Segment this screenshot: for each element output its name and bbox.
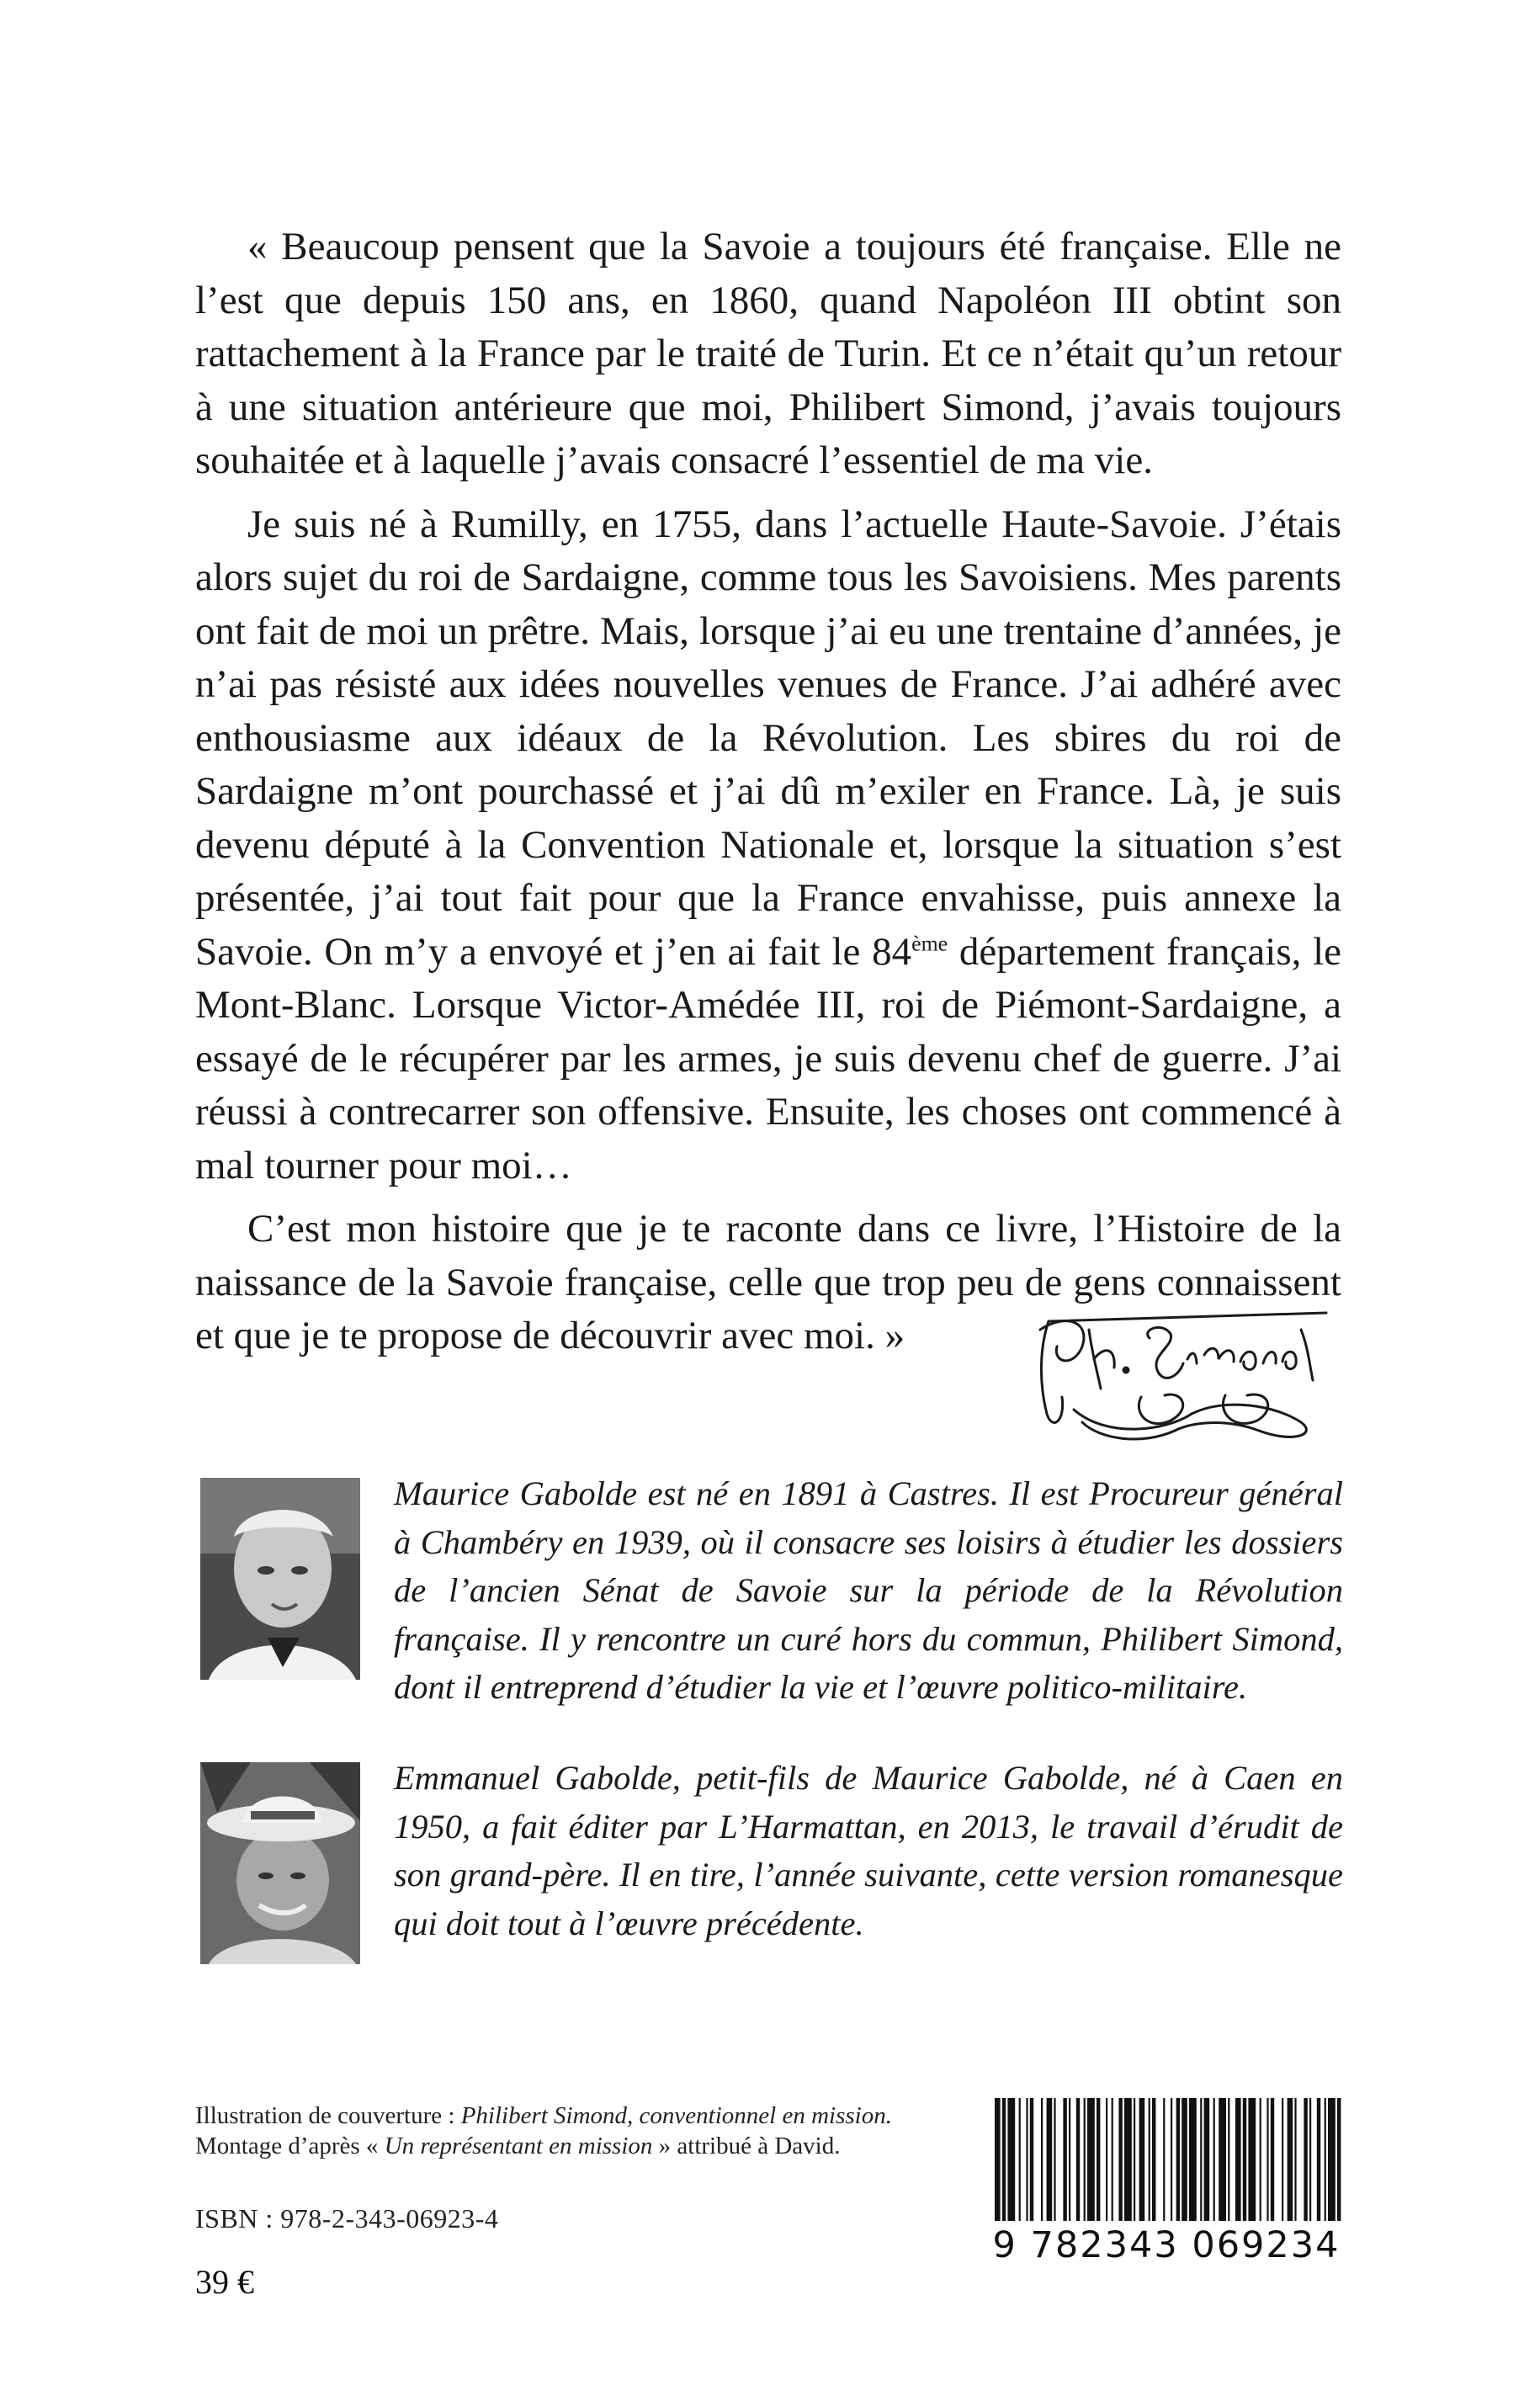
- barcode-bar: [1139, 2098, 1145, 2221]
- barcode-bar: [1182, 2098, 1187, 2221]
- barcode-bar: [1030, 2098, 1033, 2221]
- barcode-bar: [1106, 2098, 1107, 2221]
- barcode-bar: [1243, 2098, 1246, 2221]
- barcode-bar: [1041, 2098, 1043, 2221]
- barcode-bar: [1267, 2098, 1268, 2221]
- credits-label: Illustration de couverture :: [195, 2102, 461, 2129]
- barcode-bar: [1134, 2098, 1135, 2221]
- credits-prefix: Montage d’après «: [195, 2133, 385, 2159]
- back-cover-blurb: [195, 220, 1341, 1373]
- barcode-bar: [1325, 2098, 1326, 2221]
- barcode-bar: [1152, 2098, 1155, 2221]
- barcode-bar: [1069, 2098, 1070, 2221]
- isbn-number: ISBN : 978-2-343-06923-4: [195, 2203, 499, 2234]
- barcode-bar: [1317, 2098, 1320, 2221]
- barcode-bar: [1063, 2098, 1066, 2221]
- blurb-paragraph-2: [195, 498, 1341, 1193]
- barcode-bar: [1026, 2098, 1028, 2221]
- author-photo-maurice: [200, 1478, 360, 1680]
- barcode-bar: [1076, 2098, 1080, 2221]
- credits-suffix: » attribué à David.: [652, 2133, 841, 2159]
- barcode-digits: 9 782343 069234: [992, 2224, 1341, 2266]
- signature-image: [1023, 1296, 1343, 1447]
- author-bio-maurice: Maurice Gabolde est né en 1891 à Castres. Il est Procureur général à Chambéry en 1939, où il consacre ses loisirs à étudier les dossiers de l’ancien Sénat de Savoie sur la période de la Révolution française. Il y rencontre un curé hors du commun, Philibert Simond, dont il entreprend d’étudier la vie et l’œuvre politico-militaire.: [394, 1474, 1343, 1706]
- credits-illustration-title: Philibert Simond, conventionnel en mission.: [460, 2102, 892, 2129]
- barcode-bar: [1200, 2098, 1202, 2221]
- author-photo-emmanuel: [200, 1762, 360, 1964]
- barcode-bar: [1054, 2098, 1055, 2221]
- barcode-bar: [1228, 2098, 1229, 2221]
- credits-line-2: [195, 2131, 986, 2161]
- barcode-bar: [1163, 2098, 1165, 2221]
- ordinal-superscript: ème: [911, 930, 948, 955]
- barcode-bar: [1271, 2098, 1274, 2221]
- barcode-bar: [1084, 2098, 1086, 2221]
- barcode: [991, 2098, 1341, 2283]
- barcode-bar: [1149, 2098, 1150, 2221]
- barcode-bar: [1260, 2098, 1261, 2221]
- barcode-bar: [1288, 2098, 1293, 2221]
- barcode-bar: [1118, 2098, 1122, 2221]
- barcode-bar: [1112, 2098, 1113, 2221]
- barcode-bar: [1189, 2098, 1197, 2221]
- barcode-bar: [1007, 2098, 1015, 2221]
- author-section-emmanuel: [195, 1754, 1341, 1964]
- blurb-paragraph-2-part-b: département français, le Mont-Blanc. Lorsque Victor-Amédée III, roi de Piémont-Sardaigne, a essayé de le récupérer par les armes, je suis devenu chef de guerre. J’ai réussi à contrecarrer son offensive. Ensuite, les choses ont commencé à mal tourner pour moi…: [195, 929, 1342, 1187]
- barcode-bar: [1309, 2098, 1311, 2221]
- barcode-bar: [1219, 2098, 1226, 2221]
- author-section-maurice: [195, 1469, 1343, 1706]
- barcode-bars: [991, 2098, 1341, 2221]
- barcode-bar: [1282, 2098, 1283, 2221]
- credits-line-1: [195, 2101, 986, 2131]
- barcode-bar: [1235, 2098, 1241, 2221]
- barcode-bar: [1213, 2098, 1215, 2221]
- barcode-bar: [1176, 2098, 1180, 2221]
- barcode-bar: [1002, 2098, 1006, 2221]
- blurb-paragraph-3: C’est mon histoire que je te raconte dans ce livre, l’Histoire de la naissance de la Savoie française, celle que trop peu de gens connaissent et que je te propose de découvrir avec moi. »: [195, 1207, 1341, 1357]
- barcode-bar: [1294, 2098, 1296, 2221]
- barcode-bar: [1087, 2098, 1095, 2221]
- barcode-bar: [1248, 2098, 1256, 2221]
- barcode-bar: [1171, 2098, 1172, 2221]
- credits-source-title: Un représentant en mission: [384, 2133, 653, 2159]
- barcode-bar: [1019, 2098, 1021, 2221]
- barcode-bar: [995, 2098, 1001, 2221]
- barcode-bar: [1328, 2098, 1336, 2221]
- barcode-bar: [1097, 2098, 1100, 2221]
- barcode-bar: [1304, 2098, 1307, 2221]
- author-bio-emmanuel: Emmanuel Gabolde, petit-fils de Maurice Gabolde, né à Caen en 1950, a fait éditer par L’Harmattan, en 2013, le travail d’érudit de son grand-père. Il en tire, l’année suivante, cette version romanesque qui doit tout à l’œuvre précédente.: [394, 1759, 1343, 1942]
- barcode-bar: [1047, 2098, 1053, 2221]
- barcode-bar: [1204, 2098, 1210, 2221]
- blurb-paragraph-2-part-a: Je suis né à Rumilly, en 1755, dans l’actuelle Haute-Savoie. J’étais alors sujet du roi de Sardaigne, comme tous les Savoisiens. Mes parents ont fait de moi un prêtre. Mais, lorsque j’ai eu une trentaine d’années, je n’ai pas résisté aux idées nouvelles venues de France. J’ai adhéré avec enthousiasme aux idéaux de la Révolution. Les sbires du roi de Sardaigne m’ont pourchassé et j’ai dû m’exiler en France. Là, je suis devenu député à la Convention Nationale et, lorsque la situation s’est présentée, j’ai tout fait pour que la France envahisse, puis annexe la Savoie. On m’y a envoyé et j’en ai fait le 84: [195, 502, 1341, 974]
- price-label: 39 €: [195, 2263, 254, 2301]
- cover-credits: [195, 2101, 986, 2161]
- barcode-bar: [1337, 2098, 1341, 2221]
- barcode-bar: [1124, 2098, 1132, 2221]
- blurb-paragraph-1: « Beaucoup pensent que la Savoie a toujours été française. Elle ne l’est que depuis 150 ans, en 1860, quand Napoléon III obtint son rattachement à la France par le traité de Turin. Et ce n’était qu’un retour à une situation antérieure que moi, Philibert Simond, j’avais toujours souhaitée et à laquelle j’avais consacré l’essentiel de ma vie.: [195, 225, 1341, 482]
